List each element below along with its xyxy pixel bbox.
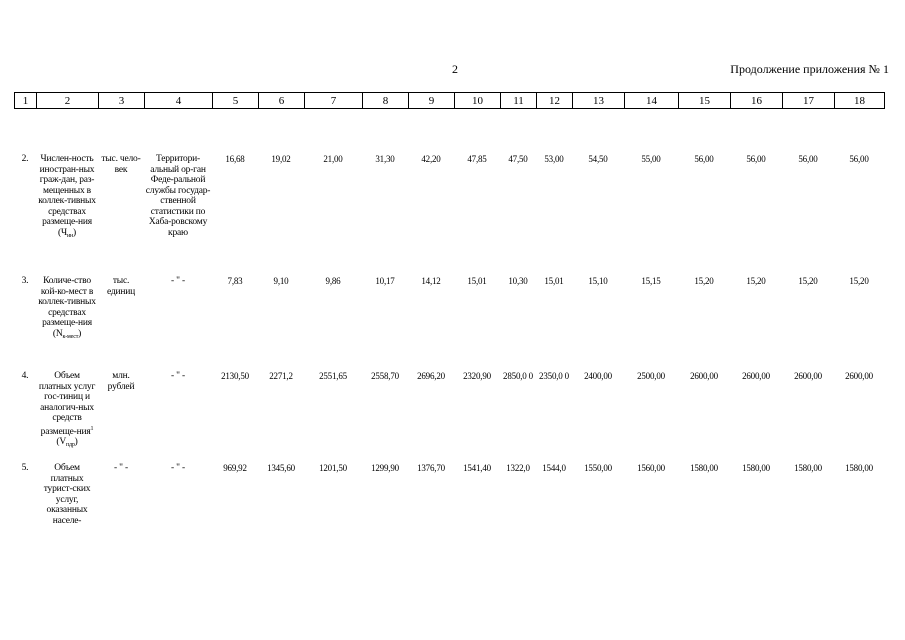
continuation-label: Продолжение приложения № 1 (730, 62, 889, 76)
column-number-12: 12 (537, 93, 573, 109)
column-number-9: 9 (409, 93, 455, 109)
indicator-name-text: Количе-ство кой-ко-мест в коллек-тивных средствах размеще-ния (N (38, 276, 96, 339)
value-cell: 15,20 (798, 276, 818, 286)
value-cell: 2350,0 0 (539, 371, 569, 381)
value-cell: 15,20 (849, 276, 869, 286)
row-number-text: 4. (21, 371, 29, 381)
data-source (144, 463, 212, 573)
indicator-symbol: (V (56, 437, 66, 448)
unit-text: тыс. чело-век (101, 154, 141, 175)
unit (98, 154, 144, 276)
value-cell: 1560,00 (637, 463, 665, 473)
value-cell: 1544,0 (542, 463, 566, 473)
indicator-tail: ) (78, 328, 82, 339)
column-number-3: 3 (99, 93, 145, 109)
value-cell: 1201,50 (319, 463, 347, 473)
value-cell: 31,30 (375, 154, 395, 164)
table-row (14, 463, 884, 573)
value-cell: 1550,00 (584, 463, 612, 473)
unit-text: млн. рублей (107, 371, 135, 392)
row-number (14, 276, 36, 371)
value-cell: 53,00 (544, 154, 564, 164)
value-cell: 54,50 (588, 154, 608, 164)
value-cell: 7,83 (227, 276, 243, 286)
column-number-13: 13 (573, 93, 625, 109)
indicator-name (36, 371, 98, 463)
unit (98, 371, 144, 463)
unit-text: тыс. единиц (106, 276, 136, 297)
value-cell: 15,01 (467, 276, 487, 286)
data-source-text: - " - (171, 371, 185, 381)
value-cell: 10,30 (508, 276, 528, 286)
data-source (144, 371, 212, 463)
column-number-10: 10 (455, 93, 501, 109)
value-cell: 1541,40 (463, 463, 491, 473)
value-cell: 16,68 (225, 154, 245, 164)
data-source (144, 154, 212, 276)
data-table (14, 128, 884, 573)
row-number-text: 3. (21, 276, 29, 286)
column-number-11: 11 (501, 93, 537, 109)
table-row (14, 371, 884, 463)
column-number-6: 6 (259, 93, 305, 109)
value-cell: 2600,00 (742, 371, 770, 381)
value-cell: 2696,20 (417, 371, 445, 381)
table-row (14, 276, 884, 371)
column-number-18: 18 (835, 93, 885, 109)
unit-text: - " - (114, 463, 128, 473)
row-number (14, 154, 36, 276)
value-cell: 2320,90 (463, 371, 491, 381)
table-row (14, 154, 884, 276)
row-number-text: 5. (21, 463, 29, 473)
value-cell: 42,20 (421, 154, 441, 164)
value-cell: 1376,70 (417, 463, 445, 473)
value-cell: 2271,2 (269, 371, 293, 381)
value-cell: 15,01 (544, 276, 564, 286)
value-cell: 47,50 (508, 154, 528, 164)
row-number-text: 2. (21, 154, 29, 164)
value-cell: 56,00 (798, 154, 818, 164)
value-cell: 56,00 (694, 154, 714, 164)
value-cell: 10,17 (375, 276, 395, 286)
data-source (144, 276, 212, 371)
indicator-name-text: Числен-ность иностран-ных граж-дан, раз-мещенных в коллек-тивных средствах размеще-ния (Ч (38, 154, 96, 238)
value-cell: 2558,70 (371, 371, 399, 381)
indicator-subscript: к-мест (62, 333, 79, 340)
value-cell: 2600,00 (690, 371, 718, 381)
value-cell: 1580,00 (690, 463, 718, 473)
value-cell: 2500,00 (637, 371, 665, 381)
value-cell: 1580,00 (794, 463, 822, 473)
value-cell: 1299,90 (371, 463, 399, 473)
value-cell: 1580,00 (845, 463, 873, 473)
indicator-name (36, 463, 98, 573)
column-number-row (15, 93, 885, 109)
column-number-5: 5 (213, 93, 259, 109)
column-number-2: 2 (37, 93, 99, 109)
value-cell: 9,10 (273, 276, 289, 286)
value-cell: 47,85 (467, 154, 487, 164)
value-cell: 19,02 (271, 154, 291, 164)
indicator-name-text: Объем платных услуг гос-тиниц и аналогич-ных средств размеще-ния (38, 371, 96, 437)
column-number-4: 4 (145, 93, 213, 109)
value-cell: 2130,50 (221, 371, 249, 381)
indicator-name (36, 154, 98, 276)
value-cell: 2400,00 (584, 371, 612, 381)
data-source-text: Территори-альный ор-ган Феде-ральной службы государ-ственной статистики по Хаба-ровскому краю (145, 154, 211, 238)
column-number-14: 14 (625, 93, 679, 109)
indicator-subscript: пдр (65, 442, 75, 449)
value-cell: 2850,0 0 (503, 371, 533, 381)
indicator-footnote: 1 (90, 425, 94, 432)
value-cell: 15,20 (694, 276, 714, 286)
value-cell: 56,00 (849, 154, 869, 164)
data-source-text: - " - (171, 463, 185, 473)
column-number-8: 8 (363, 93, 409, 109)
data-source-text: - " - (171, 276, 185, 286)
indicator-name-text: Объем платных турист-ских услуг, оказанных населе- (43, 463, 91, 526)
value-cell: 56,00 (746, 154, 766, 164)
value-cell: 14,12 (421, 276, 441, 286)
unit (98, 463, 144, 573)
column-number-16: 16 (731, 93, 783, 109)
row-number (14, 463, 36, 573)
column-number-1: 1 (15, 93, 37, 109)
value-cell: 1345,60 (267, 463, 295, 473)
indicator-tail: ) (73, 227, 76, 238)
unit (98, 276, 144, 371)
column-header-table (14, 92, 885, 109)
column-number-17: 17 (783, 93, 835, 109)
row-number (14, 371, 36, 463)
value-cell: 1580,00 (742, 463, 770, 473)
indicator-name (36, 276, 98, 371)
value-cell: 2600,00 (794, 371, 822, 381)
value-cell: 15,10 (588, 276, 608, 286)
value-cell: 15,20 (746, 276, 766, 286)
value-cell: 55,00 (641, 154, 661, 164)
value-cell: 2551,65 (319, 371, 347, 381)
value-cell: 21,00 (323, 154, 343, 164)
value-cell: 969,92 (223, 463, 247, 473)
column-number-15: 15 (679, 93, 731, 109)
indicator-tail: ) (74, 437, 78, 448)
page-number: 2 (452, 62, 458, 76)
value-cell: 9,86 (325, 276, 341, 286)
column-number-7: 7 (305, 93, 363, 109)
value-cell: 2600,00 (845, 371, 873, 381)
value-cell: 1322,0 (506, 463, 530, 473)
indicator-subscript: ин (66, 232, 73, 239)
value-cell: 15,15 (641, 276, 661, 286)
